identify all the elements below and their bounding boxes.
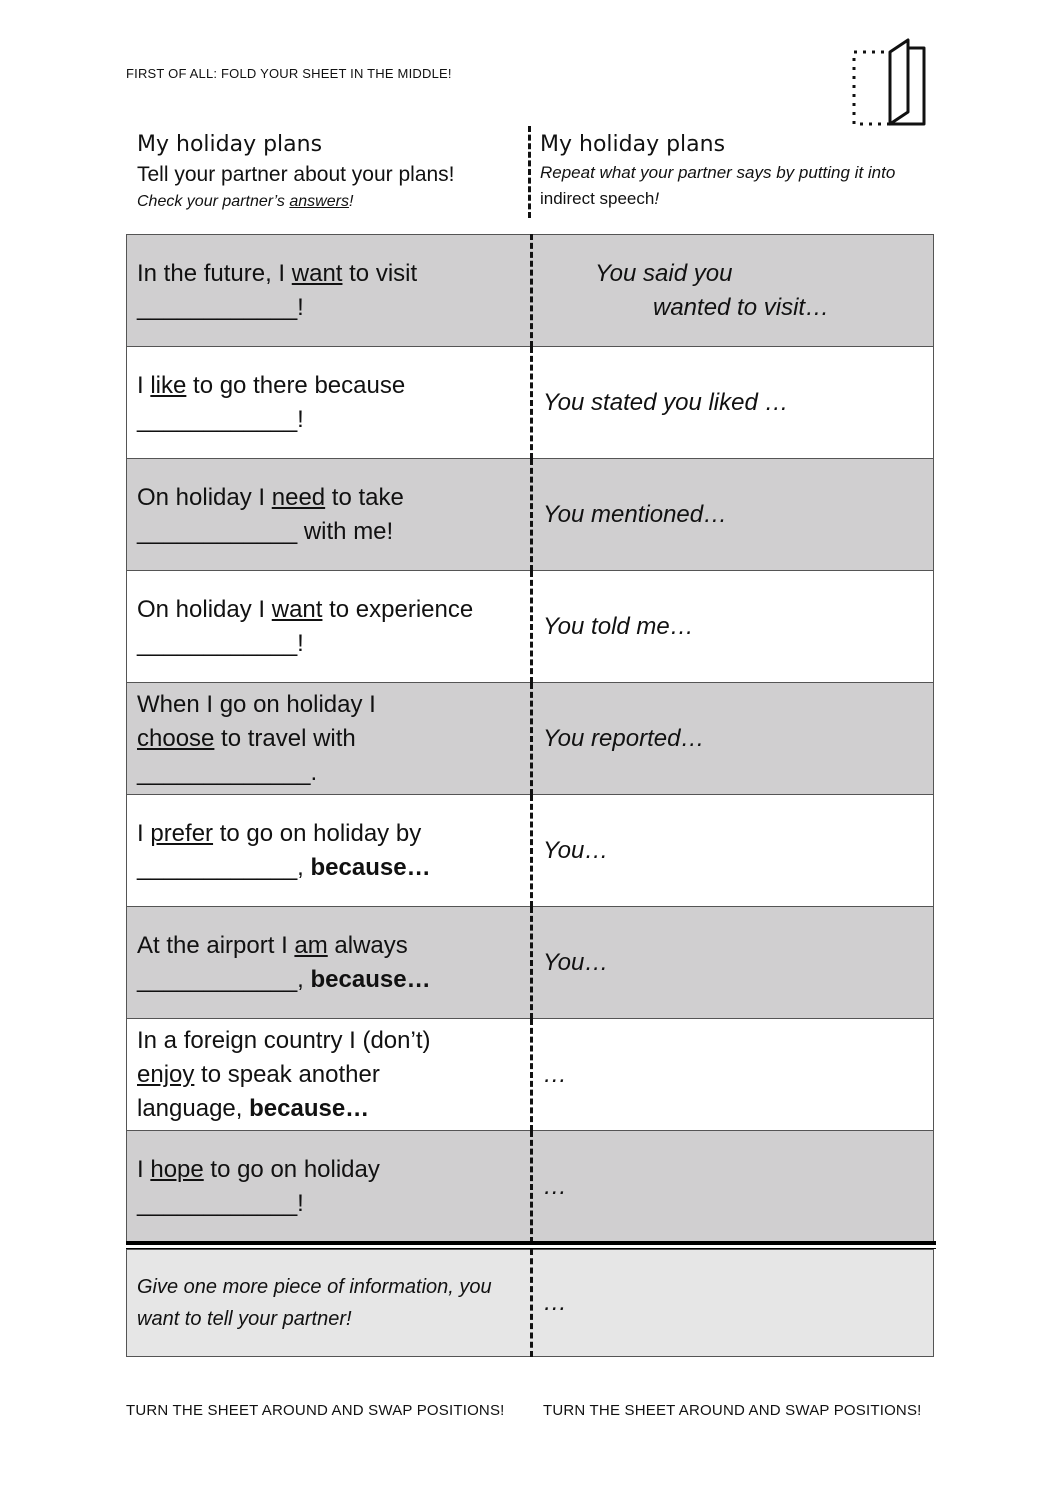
table-row-extra — [127, 1250, 934, 1357]
prompt-cell — [127, 235, 532, 347]
response-cell: You reported… — [532, 683, 934, 795]
left-note-post: ! — [348, 193, 354, 210]
bottom-instruction-left: TURN THE SHEET AROUND AND SWAP POSITIONS! — [126, 1402, 505, 1419]
prompt-text: On holiday I — [137, 595, 272, 623]
prompt-blank: ____________, — [137, 965, 311, 993]
top-instruction: FIRST OF ALL: FOLD YOUR SHEET IN THE MIDDLE! — [126, 66, 452, 81]
response-cell: You stated you liked … — [532, 347, 934, 459]
prompt-text: In a foreign country I (don’t) — [137, 1026, 431, 1054]
prompt-cell — [127, 907, 532, 1019]
response-cell: You… — [532, 907, 934, 1019]
prompt-text: to travel with — [214, 724, 356, 752]
folded-sheet-icon — [850, 36, 930, 132]
prompt-verb: enjoy — [137, 1060, 195, 1088]
prompt-blank: ____________! — [137, 629, 304, 657]
prompt-because: because… — [310, 965, 431, 993]
response-cell: … — [532, 1131, 934, 1243]
prompt-verb: want — [271, 595, 323, 623]
left-note-underlined: answers — [289, 193, 349, 210]
table-row — [127, 907, 934, 1019]
table-row — [127, 235, 934, 347]
left-header-subtitle: Tell your partner about your plans! — [137, 163, 455, 186]
prompt-cell — [127, 459, 532, 571]
prompt-text: always — [327, 931, 408, 959]
prompt-cell — [127, 795, 532, 907]
prompt-verb: prefer — [150, 819, 214, 847]
table-row — [127, 1131, 934, 1243]
response-cell — [532, 235, 934, 347]
prompt-text: to take — [325, 483, 404, 511]
right-header-title: My holiday plans — [540, 132, 726, 157]
prompt-text: to go on holiday — [203, 1155, 380, 1183]
prompt-blank: _____________. — [137, 758, 318, 786]
prompt-cell — [127, 1131, 532, 1243]
table-row — [127, 459, 934, 571]
right-header — [540, 130, 930, 212]
response-cell: … — [532, 1019, 934, 1131]
holiday-plans-table — [126, 234, 934, 1357]
extra-response-cell: … — [532, 1250, 934, 1357]
prompt-text: to experience — [322, 595, 474, 623]
prompt-because: because… — [249, 1094, 370, 1122]
section-divider — [126, 1241, 936, 1249]
prompt-blank: language, — [137, 1094, 250, 1122]
prompt-blank: ____________! — [137, 293, 304, 321]
prompt-verb: choose — [137, 724, 215, 752]
table-row — [127, 683, 934, 795]
prompt-verb: need — [271, 483, 326, 511]
prompt-cell — [127, 1019, 532, 1131]
left-note-pre: Check your partner’s — [137, 193, 290, 210]
prompt-cell — [127, 571, 532, 683]
prompt-text: I — [137, 1155, 151, 1183]
extra-prompt-cell: Give one more piece of information, you want to tell your partner! — [127, 1250, 532, 1357]
fold-line-header — [528, 126, 531, 218]
prompt-cell — [127, 347, 532, 459]
prompt-text: At the airport I — [137, 931, 295, 959]
prompt-blank: ____________ with me! — [137, 517, 394, 545]
left-header — [137, 130, 517, 214]
table-row — [127, 571, 934, 683]
prompt-verb: want — [291, 259, 343, 287]
prompt-text: to go on holiday by — [213, 819, 422, 847]
prompt-verb: like — [150, 371, 187, 399]
right-note-pre: Repeat what your partner says by putting it into — [540, 163, 896, 182]
prompt-text: On holiday I — [137, 483, 272, 511]
response-cell: You mentioned… — [532, 459, 934, 571]
right-note-emph: indirect speech — [540, 189, 655, 208]
prompt-cell — [127, 683, 532, 795]
prompt-verb: hope — [150, 1155, 204, 1183]
prompt-text: I — [137, 819, 151, 847]
response-text: You said you — [595, 259, 733, 287]
table-row — [127, 1019, 934, 1131]
table-row — [127, 347, 934, 459]
prompt-blank: ____________! — [137, 1189, 304, 1217]
prompt-text: to speak another — [194, 1060, 380, 1088]
prompt-text: When I go on holiday I — [137, 690, 376, 718]
left-header-note — [137, 190, 517, 214]
prompt-text: to go there because — [186, 371, 406, 399]
table-row — [127, 795, 934, 907]
right-header-note — [540, 160, 930, 212]
prompt-text: In the future, I — [137, 259, 292, 287]
prompt-blank: ____________! — [137, 405, 304, 433]
response-cell: You… — [532, 795, 934, 907]
prompt-verb: am — [294, 931, 328, 959]
prompt-blank: ____________, — [137, 853, 311, 881]
prompt-text: I — [137, 371, 151, 399]
prompt-because: because… — [310, 853, 431, 881]
bottom-instruction-right: TURN THE SHEET AROUND AND SWAP POSITIONS! — [543, 1402, 922, 1419]
response-cell: You told me… — [532, 571, 934, 683]
left-header-title: My holiday plans — [137, 132, 323, 157]
prompt-text: to visit — [342, 259, 418, 287]
right-note-post: ! — [654, 189, 660, 208]
response-text: wanted to visit… — [653, 293, 830, 321]
